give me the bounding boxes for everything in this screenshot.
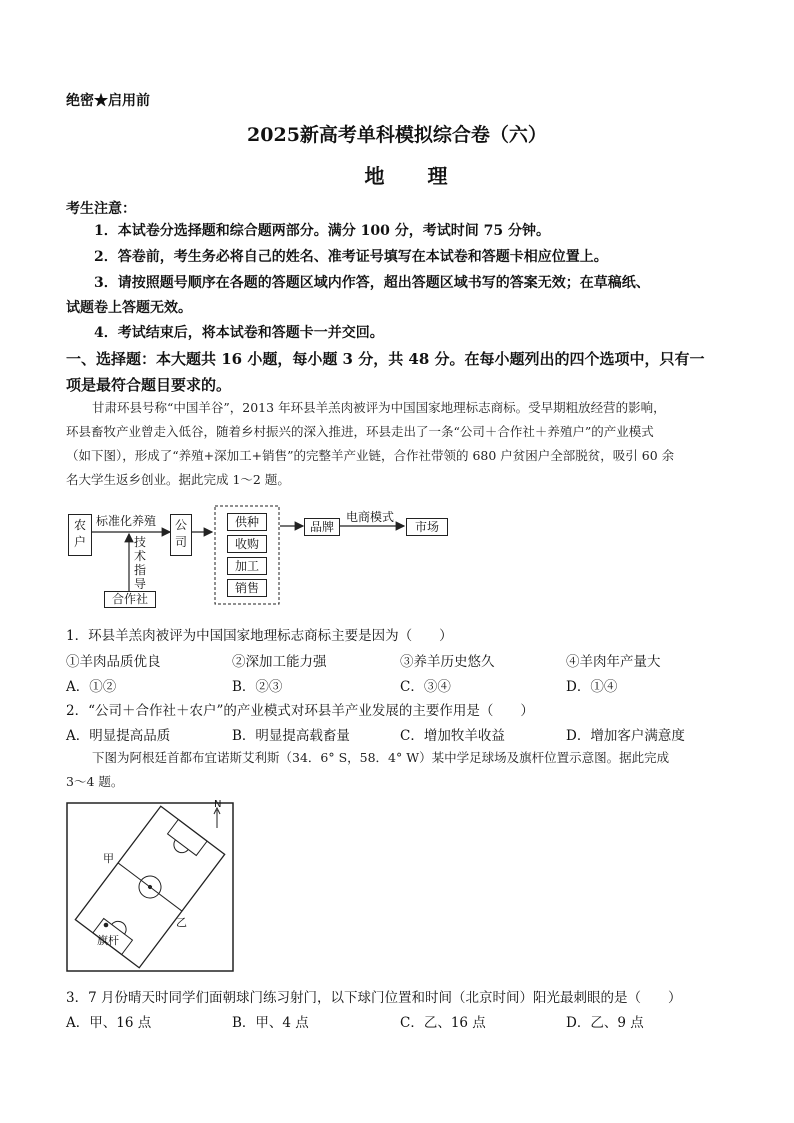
q3-option-b[interactable]: B．甲、4 点 <box>232 1015 309 1031</box>
q1-statement: ③养羊历史悠久 <box>400 654 495 670</box>
field-drawing <box>66 802 234 972</box>
north-arrow-icon: N <box>214 799 222 810</box>
goal-jia-label: 甲 <box>103 852 114 865</box>
q1-option-c[interactable]: C．③④ <box>400 679 451 695</box>
q1-statement: ④羊肉年产量大 <box>566 654 661 670</box>
passage-line: 3～4 题。 <box>66 774 124 789</box>
service-sales-box: 销售 <box>227 579 267 597</box>
q2-option-b[interactable]: B．明显提高载畜量 <box>232 728 350 744</box>
confidential-mark: 绝密★启用前 <box>66 93 150 109</box>
cooperative-box: 合作社 <box>104 591 156 608</box>
q1-option-d[interactable]: D．①④ <box>566 679 618 695</box>
farmer-box: 农户 <box>68 514 92 556</box>
brand-box: 品牌 <box>304 518 340 536</box>
market-box: 市场 <box>406 518 448 536</box>
tech-guidance-label: 技术指导 <box>134 535 147 591</box>
section-title <box>66 346 742 398</box>
notice-item: 2．答卷前，考生务必将自己的姓名、准考证号填写在本试卷和答题卡相应位置上。 <box>94 249 608 265</box>
service-supply-box: 供种 <box>227 513 267 531</box>
question-2-stem: 2．“公司＋合作社＋农户”的产业模式对环县羊产业发展的主要作用是（ ） <box>66 703 534 719</box>
service-purchase-box: 收购 <box>227 535 267 553</box>
notice-item: 试题卷上答题无效。 <box>66 300 192 316</box>
q1-statement: ①羊肉品质优良 <box>66 654 161 670</box>
section-title-line: 项是最符合题目要求的。 <box>66 376 232 394</box>
question-3-stem: 3．7 月份晴天时同学们面朝球门练习射门，以下球门位置和时间（北京时间）阳光最刺眼的是（ ） <box>66 990 682 1006</box>
passage-line: 甘肃环县号称“中国羊谷”，2013 年环县羊羔肉被评为中国国家地理标志商标。受早期粗放经营的影响， <box>92 400 666 415</box>
question-1-stem: 1．环县羊羔肉被评为中国国家地理标志商标主要是因为（ ） <box>66 628 453 644</box>
service-processing-box: 加工 <box>227 557 267 575</box>
passage-line: 下图为阿根廷首都布宜诺斯艾利斯（34．6° S，58．4° W）某中学足球场及旗杆位置示意图。据此完成 <box>92 750 670 765</box>
football-field-figure <box>66 799 234 972</box>
notice-item: 3．请按照题号顺序在各题的答题区域内作答，超出答题区域书写的答案无效；在草稿纸、 <box>94 275 650 291</box>
q2-option-d[interactable]: D．增加客户满意度 <box>566 728 685 744</box>
passage-line: （如下图），形成了“养殖+深加工+销售”的完整羊产业链，合作社带领的 680 户贫困户全部脱贫，吸引 60 余 <box>66 448 675 463</box>
notice-item: 1．本试卷分选择题和综合题两部分。满分 100 分，考试时间 75 分钟。 <box>94 223 550 239</box>
industry-model-diagram <box>66 504 486 610</box>
q2-option-a[interactable]: A．明显提高品质 <box>66 728 171 744</box>
q1-option-b[interactable]: B．②③ <box>232 679 283 695</box>
notice-heading: 考生注意： <box>66 201 136 217</box>
section-title-line: 一、选择题：本大题共 16 小题，每小题 3 分，共 48 分。在每小题列出的四个选项中，只有一 <box>66 350 705 368</box>
q1-statement: ②深加工能力强 <box>232 654 327 670</box>
ecommerce-label: 电商模式 <box>346 510 395 524</box>
flagpole-label: 旗杆 <box>97 934 119 947</box>
standard-farming-label: 标准化养殖 <box>96 514 157 528</box>
q3-option-c[interactable]: C．乙、16 点 <box>400 1015 486 1031</box>
passage-line: 环县畜牧产业曾走入低谷，随着乡村振兴的深入推进，环县走出了一条“公司＋合作社＋养殖户”的产业模式 <box>66 424 654 439</box>
goal-yi-label: 乙 <box>176 916 187 929</box>
q3-option-a[interactable]: A．甲、16 点 <box>66 1015 152 1031</box>
q1-option-a[interactable]: A．①② <box>66 679 117 695</box>
exam-title: 2025新高考单科模拟综合卷（六） <box>247 124 547 146</box>
subject-title: 地 理 <box>364 164 466 188</box>
q3-option-d[interactable]: D．乙、9 点 <box>566 1015 644 1031</box>
passage-2 <box>66 746 742 794</box>
notice-item: 4．考试结束后，将本试卷和答题卡一并交回。 <box>94 325 384 341</box>
passage-1 <box>66 396 742 492</box>
passage-line: 名大学生返乡创业。据此完成 1～2 题。 <box>66 472 290 487</box>
company-box: 公司 <box>170 514 192 556</box>
q2-option-c[interactable]: C．增加牧羊收益 <box>400 728 505 744</box>
